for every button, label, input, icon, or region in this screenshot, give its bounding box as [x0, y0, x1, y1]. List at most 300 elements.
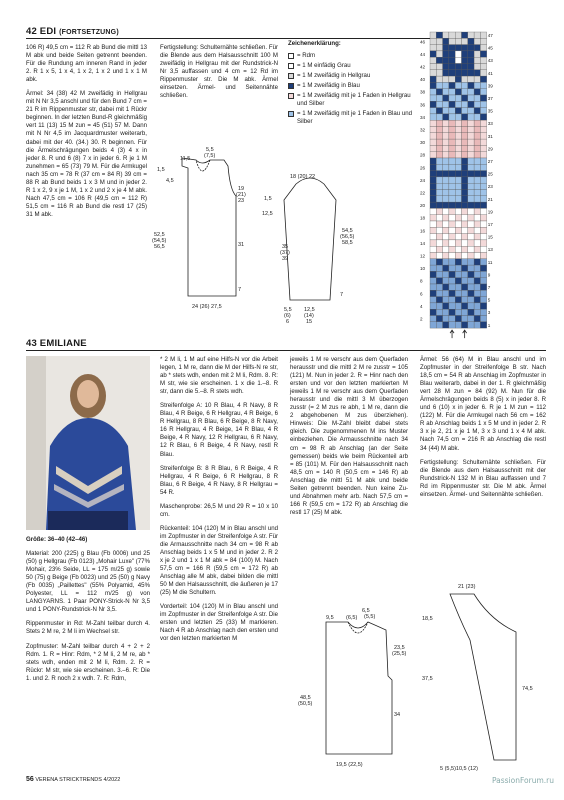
dim-label: 19,5 (22,5)	[336, 762, 363, 768]
chart-cell	[443, 259, 449, 265]
chart-cell	[436, 190, 442, 196]
dim-label: 11,5	[180, 156, 191, 162]
chart-cell	[449, 202, 455, 208]
chart-cell	[468, 234, 474, 240]
chart-cell	[462, 145, 468, 151]
chart-cell	[468, 139, 474, 145]
chart-cell	[443, 290, 449, 296]
chart-cell	[449, 309, 455, 315]
chart-cell	[455, 82, 461, 88]
chart-cell	[436, 177, 442, 183]
chart-row-label: 33	[487, 121, 493, 127]
chart-cell	[436, 208, 442, 214]
chart-row-label: 30	[420, 140, 426, 146]
chart-cell	[468, 253, 474, 259]
chart-cell	[455, 183, 461, 189]
chart-cell	[449, 259, 455, 265]
chart-cell	[436, 303, 442, 309]
chart-cell	[474, 89, 480, 95]
dim-label: 37,5	[422, 676, 433, 682]
dim-label: 7	[238, 287, 242, 293]
chart-cell	[443, 202, 449, 208]
chart-cell	[462, 45, 468, 51]
chart-cell	[474, 51, 480, 57]
chart-cell	[455, 45, 461, 51]
chart-cell	[462, 114, 468, 120]
dim-label: 74,5	[522, 686, 533, 692]
chart-cell	[462, 152, 468, 158]
chart-cell	[449, 240, 455, 246]
chart-cell	[480, 221, 486, 227]
chart-cell	[430, 208, 436, 214]
dim-label: (56,5)	[340, 234, 355, 240]
chart-cell	[443, 158, 449, 164]
dim-label: 56,5	[154, 244, 165, 250]
chart-cell	[474, 208, 480, 214]
chart-cell	[474, 284, 480, 290]
chart-cell	[436, 215, 442, 221]
chart-cell	[430, 89, 436, 95]
dim-label: 5 (5,5)10,5 (12)	[440, 766, 478, 772]
chart-cell	[449, 303, 455, 309]
chart-cell	[468, 158, 474, 164]
chart-cell	[449, 316, 455, 322]
dim-label: 21 (23)	[458, 584, 476, 590]
chart-row-label: 4	[420, 303, 423, 309]
chart-cell	[468, 316, 474, 322]
dim-label: 5,5	[284, 307, 292, 313]
chart-cell	[474, 70, 480, 76]
chart-cell	[430, 202, 436, 208]
chart-row-label: 41	[487, 70, 493, 76]
chart-row-label: 24	[420, 177, 426, 183]
chart-cell	[474, 177, 480, 183]
chart-cell	[436, 316, 442, 322]
chart-cell	[436, 64, 442, 70]
chart-cell	[455, 57, 461, 63]
chart-cell	[449, 221, 455, 227]
chart-row-label: 39	[487, 83, 493, 89]
chart-cell	[430, 82, 436, 88]
edi-finishing	[160, 44, 278, 106]
chart-cell	[449, 278, 455, 284]
dim-label: 31	[238, 242, 245, 248]
chart-row-label: 26	[420, 165, 426, 171]
chart-cell	[474, 253, 480, 259]
chart-cell	[449, 253, 455, 259]
chart-cell	[436, 290, 442, 296]
chart-cell	[474, 240, 480, 246]
chart-cell	[474, 57, 480, 63]
chart-cell	[462, 196, 468, 202]
dim-label: 1,5	[157, 167, 165, 173]
chart-row-label: 21	[487, 196, 493, 202]
chart-row-label: 28	[420, 152, 426, 158]
dim-label: 39	[282, 256, 289, 262]
dim-label: (7,5)	[204, 153, 216, 159]
chart-cell	[468, 240, 474, 246]
dim-label: (6,5)	[346, 615, 358, 621]
chart-cell	[449, 177, 455, 183]
chart-cell	[430, 133, 436, 139]
chart-cell	[480, 183, 486, 189]
chart-cell	[480, 133, 486, 139]
chart-cell	[474, 227, 480, 233]
dim-label: (14)	[304, 313, 314, 319]
dim-label: 23,5	[394, 645, 405, 651]
chart-cell	[468, 202, 474, 208]
chart-cell	[480, 82, 486, 88]
chart-cell	[474, 234, 480, 240]
emil-column-3	[290, 356, 408, 523]
chart-cell	[474, 190, 480, 196]
chart-cell	[455, 139, 461, 145]
swatch-icon	[288, 111, 294, 117]
chart-cell	[430, 196, 436, 202]
chart-cell	[449, 145, 455, 151]
chart-cell	[455, 95, 461, 101]
chart-cell	[468, 215, 474, 221]
chart-cell	[436, 51, 442, 57]
chart-cell	[443, 171, 449, 177]
divider	[26, 38, 482, 39]
chart-cell	[474, 271, 480, 277]
chart-cell	[480, 227, 486, 233]
chart-cell	[462, 202, 468, 208]
chart-cell	[449, 76, 455, 82]
paragraph: Zopfmuster: M-Zahl teilbar durch 4 + 2 + 2 Rdm. 1. R = Hinr: Rdm, * 2 M li, 2 M re, ab * stets wdh, enden mit 2 M li, Rdm. 2. R = Rückr: M str, wie sie erscheinen. 3.–6. R: Die 1. und 2. R noch 2 x wdh. 7. R: Rdm,	[26, 642, 150, 682]
dim-label: 1,5	[264, 196, 272, 202]
dim-label: 58,5	[342, 240, 353, 246]
chart-cell	[436, 70, 442, 76]
chart-cell	[468, 45, 474, 51]
chart-cell	[468, 297, 474, 303]
page-number: 56	[26, 776, 34, 783]
chart-cell	[455, 152, 461, 158]
chart-cell	[449, 290, 455, 296]
chart-cell	[443, 240, 449, 246]
chart-cell	[443, 32, 449, 38]
chart-cell	[436, 278, 442, 284]
chart-cell	[468, 183, 474, 189]
chart-cell	[455, 70, 461, 76]
chart-cell	[436, 183, 442, 189]
chart-cell	[449, 127, 455, 133]
chart-cell	[480, 127, 486, 133]
chart-cell	[480, 32, 486, 38]
chart-cell	[474, 127, 480, 133]
chart-cell	[480, 234, 486, 240]
chart-cell	[468, 265, 474, 271]
chart-cell	[430, 259, 436, 265]
chart-cell	[436, 265, 442, 271]
chart-cell	[462, 101, 468, 107]
chart-cell	[480, 246, 486, 252]
dim-label: 9,5	[326, 615, 334, 621]
chart-cell	[449, 322, 455, 328]
chart-cell	[449, 234, 455, 240]
chart-cell	[436, 221, 442, 227]
chart-row-label: 3	[487, 310, 491, 316]
chart-cell	[468, 145, 474, 151]
chart-cell	[474, 38, 480, 44]
chart-cell	[436, 171, 442, 177]
chart-cell	[449, 215, 455, 221]
legend-item: = 1 M zweifädig in Blau	[288, 82, 414, 90]
legend-item: = Rdm	[288, 52, 414, 60]
chart-cell	[462, 57, 468, 63]
chart-cell	[436, 76, 442, 82]
chart-cell	[455, 271, 461, 277]
chart-cell	[480, 259, 486, 265]
chart-cell	[480, 152, 486, 158]
chart-cell	[449, 152, 455, 158]
chart-cell	[430, 152, 436, 158]
chart-cell	[449, 114, 455, 120]
chart-row-label: 14	[420, 240, 426, 246]
chart-cell	[436, 32, 442, 38]
chart-cell	[449, 139, 455, 145]
chart-cell	[430, 164, 436, 170]
chart-cell	[462, 89, 468, 95]
chart-row-label: 29	[487, 146, 493, 152]
chart-cell	[449, 95, 455, 101]
chart-cell	[449, 196, 455, 202]
chart-cell	[480, 202, 486, 208]
chart-cell	[436, 164, 442, 170]
chart-cell	[430, 303, 436, 309]
section-number: 42 EDI	[26, 26, 57, 37]
chart-cell	[455, 290, 461, 296]
paragraph: Fertigstellung: Schulternähte schließen. Für die Blende aus dem Halsausschnitt 100 M zweifädig in Hellgrau mit der Rundstrick-N Nr 3,5 auffassen und 4 cm = 12 Rd im Rippenmuster str. Die M abk. Ärmel einsetzen. Ärmel- und Seitennähte schließen.	[160, 44, 278, 100]
chart-cell	[462, 234, 468, 240]
chart-cell	[455, 303, 461, 309]
chart-cell	[455, 221, 461, 227]
paragraph: 106 R) 49,5 cm = 112 R ab Bund die mittl 13 M abk und beide Seiten getrennt beenden. Für die Rundung am inneren Rand in jeder 2. R 1 x 5, 1 x 4, 1 x 2, 1 x 2 und 1 x 1 M abk.	[26, 44, 147, 84]
chart-cell	[480, 38, 486, 44]
chart-cell	[480, 309, 486, 315]
chart-cell	[430, 51, 436, 57]
chart-cell	[462, 303, 468, 309]
chart-cell	[436, 120, 442, 126]
chart-cell	[474, 45, 480, 51]
chart-cell	[443, 89, 449, 95]
chart-cell	[455, 76, 461, 82]
chart-cell	[480, 208, 486, 214]
chart-cell	[468, 32, 474, 38]
dim-label: 23	[238, 198, 245, 204]
magazine-title: VERENA STRICKTRENDS 4/2022	[35, 777, 121, 783]
chart-cell	[480, 120, 486, 126]
chart-cell	[430, 177, 436, 183]
chart-cell	[455, 322, 461, 328]
chart-cell	[455, 127, 461, 133]
chart-cell	[443, 322, 449, 328]
chart-cell	[474, 309, 480, 315]
chart-cell	[430, 190, 436, 196]
chart-cell	[449, 51, 455, 57]
chart-cell	[430, 271, 436, 277]
chart-cell	[468, 51, 474, 57]
chart-cell	[468, 101, 474, 107]
paragraph: * 2 M li, 1 M auf eine Hilfs-N vor die Arbeit legen, 1 M re, dann die M der Hilfs-N re str, ab * stets wdh, enden mit 2 M li, Rdm. 8. R: M str, wie sie erscheinen. 1 x die 1.–8. R str, dann die 5.–8. R stets wdh.	[160, 356, 278, 396]
chart-cell	[480, 215, 486, 221]
chart-cell	[462, 38, 468, 44]
dim-label: 18 (20) 22	[290, 174, 316, 180]
chart-cell	[468, 271, 474, 277]
chart-cell	[430, 95, 436, 101]
chart-cell	[468, 227, 474, 233]
chart-cell	[468, 82, 474, 88]
chart-cell	[474, 133, 480, 139]
chart-cell	[443, 278, 449, 284]
chart-cell	[455, 234, 461, 240]
chart-cell	[449, 64, 455, 70]
chart-cell	[449, 208, 455, 214]
chart-cell	[462, 177, 468, 183]
chart-cell	[430, 215, 436, 221]
chart-cell	[436, 101, 442, 107]
chart-cell	[430, 101, 436, 107]
chart-cell	[430, 253, 436, 259]
chart-cell	[462, 158, 468, 164]
chart-row-label: 8	[420, 278, 423, 284]
chart-cell	[455, 259, 461, 265]
chart-cell	[474, 145, 480, 151]
legend-item: = 1 M zweifädig mit je 1 Faden in Hellgrau und Silber	[288, 92, 414, 108]
chart-row-label: 46	[420, 39, 426, 45]
chart-cell	[468, 89, 474, 95]
chart-cell	[468, 127, 474, 133]
chart-cell	[474, 108, 480, 114]
chart-cell	[443, 164, 449, 170]
divider	[26, 350, 546, 351]
dim-label: 18,5	[422, 616, 433, 622]
chart-cell	[443, 152, 449, 158]
chart-cell	[468, 152, 474, 158]
chart-cell	[474, 152, 480, 158]
paragraph: Ärmel: 34 (38) 42 M zweifädig in Hellgrau mit N Nr 3,5 anschl und für den Bund 7 cm = 21 R im Rippenmuster str, dabei mit 1 Rückr beginnen. In der letzten Bund-R gleichmäßig vert 11 (13) 15 M zun = 45 (51) 57 M. Dann mit N Nr 4,5 im Jacquardmuster weiterarb, dabei mit der 40. (34.) 30. R beginnen. Für die Ärmelschrägungen beids 4 (3) 4 x in jeder 8. R und 6 (8) 7 x in jeder 6. R je 1 M zunehmen = 65 (73) 79 M. Für die Armkugel nach 35 cm = 78 R (37 cm = 84 R) 39 cm = 88 R ab Bund beids 1 x 3 M und in jeder 2. R 1 x 2, 9 x je 1 M, 1 x 2 und 2 x je 4 M abk. Nach 47,5 cm = 106 R (49,5 cm = 112 R) 51,5 cm = 116 R ab Bund die restl 17 (25) 31 M abk.	[26, 90, 147, 218]
dim-label: 4,5	[166, 178, 174, 184]
chart-cell	[430, 114, 436, 120]
chart-row-label: 12	[420, 253, 426, 259]
chart-cell	[436, 284, 442, 290]
chart-cell	[449, 284, 455, 290]
chart-cell	[449, 164, 455, 170]
chart-cell	[474, 246, 480, 252]
chart-cell	[436, 196, 442, 202]
chart-cell	[443, 127, 449, 133]
chart-cell	[468, 133, 474, 139]
chart-cell	[462, 322, 468, 328]
paragraph: Maschenprobe: 26,5 M und 29 R = 10 x 10 cm.	[160, 502, 278, 518]
chart-cell	[480, 284, 486, 290]
chart-cell	[449, 297, 455, 303]
chart-cell	[455, 89, 461, 95]
chart-row-label: 7	[487, 285, 491, 290]
chart-cell	[443, 145, 449, 151]
swatch-icon	[288, 53, 294, 59]
chart-cell	[474, 303, 480, 309]
chart-cell	[474, 139, 480, 145]
chart-cell	[436, 253, 442, 259]
chart-row-label: 38	[420, 89, 426, 95]
swatch-icon	[288, 83, 294, 89]
chart-cell	[430, 183, 436, 189]
dim-label: (5,5)	[364, 614, 376, 620]
chart-cell	[474, 290, 480, 296]
chart-cell	[436, 38, 442, 44]
chart-cell	[462, 183, 468, 189]
dim-label: (50,5)	[298, 701, 313, 707]
chart-row-label: 34	[420, 114, 426, 120]
section-number: 43 EMILIANE	[26, 338, 87, 349]
paragraph: Streifenfolge B: 8 R Blau, 6 R Beige, 4 R Hellgrau, 4 R Beige, 6 R Hellgrau, 8 R Blau, 6 R Beige, 4 R Navy, 8 R Hellgrau = 54 R.	[160, 464, 278, 496]
chart-cell	[443, 183, 449, 189]
section-subtitle: (FORTSETZUNG)	[59, 29, 119, 36]
chart-row-label: 27	[487, 159, 493, 164]
chart-cell	[449, 70, 455, 76]
chart-cell	[480, 145, 486, 151]
chart-cell	[474, 95, 480, 101]
chart-cell	[455, 278, 461, 284]
chart-cell	[436, 152, 442, 158]
chart-cell	[455, 177, 461, 183]
chart-cell	[443, 57, 449, 63]
chart-cell	[436, 127, 442, 133]
chart-cell	[474, 32, 480, 38]
chart-cell	[480, 108, 486, 114]
chart-cell	[455, 202, 461, 208]
chart-cell	[468, 303, 474, 309]
chart-cell	[455, 265, 461, 271]
chart-cell	[430, 139, 436, 145]
chart-cell	[462, 253, 468, 259]
chart-cell	[430, 290, 436, 296]
chart-row-label: 10	[420, 266, 426, 272]
chart-cell	[480, 158, 486, 164]
chart-cell	[430, 57, 436, 63]
chart-cell	[443, 208, 449, 214]
chart-cell	[430, 171, 436, 177]
chart-cell	[462, 309, 468, 315]
chart-cell	[480, 51, 486, 57]
chart-cell	[436, 82, 442, 88]
chart-cell	[462, 259, 468, 265]
chart-cell	[474, 322, 480, 328]
chart-cell	[436, 145, 442, 151]
chart-cell	[430, 234, 436, 240]
paragraph: Material: 200 (225) g Blau (Fb 0006) und 25 (50) g Hellgrau (Fb 0123) „Mohair Luxe" (77% Mohair, 23% Seide, LL = 175 m/25 g) sowie 50 (75) g Beige (Fb 0023) und 25 (50) g Navy (Fb 0035) „Paillettes" (55% Polyamid, 45% Polyester, LL = 112 m/25 g) von LANGYARNS. 1 Paar PONY-Strick-N Nr 3,5 und 1 PONY-Rundstrick-N Nr 3,5.	[26, 550, 150, 614]
chart-cell	[480, 322, 486, 328]
chart-cell	[462, 76, 468, 82]
chart-cell	[462, 82, 468, 88]
chart-cell	[449, 101, 455, 107]
chart-cell	[480, 240, 486, 246]
chart-cell	[443, 284, 449, 290]
chart-cell	[443, 196, 449, 202]
legend-item: = 1 M zweifädig mit je 1 Faden in Blau und Silber	[288, 110, 414, 126]
chart-cell	[449, 133, 455, 139]
chart-cell	[468, 177, 474, 183]
chart-cell	[455, 190, 461, 196]
chart-cell	[462, 208, 468, 214]
chart-cell	[474, 64, 480, 70]
chart-cell	[455, 316, 461, 322]
chart-cell	[462, 133, 468, 139]
chart-cell	[436, 297, 442, 303]
chart-cell	[430, 309, 436, 315]
